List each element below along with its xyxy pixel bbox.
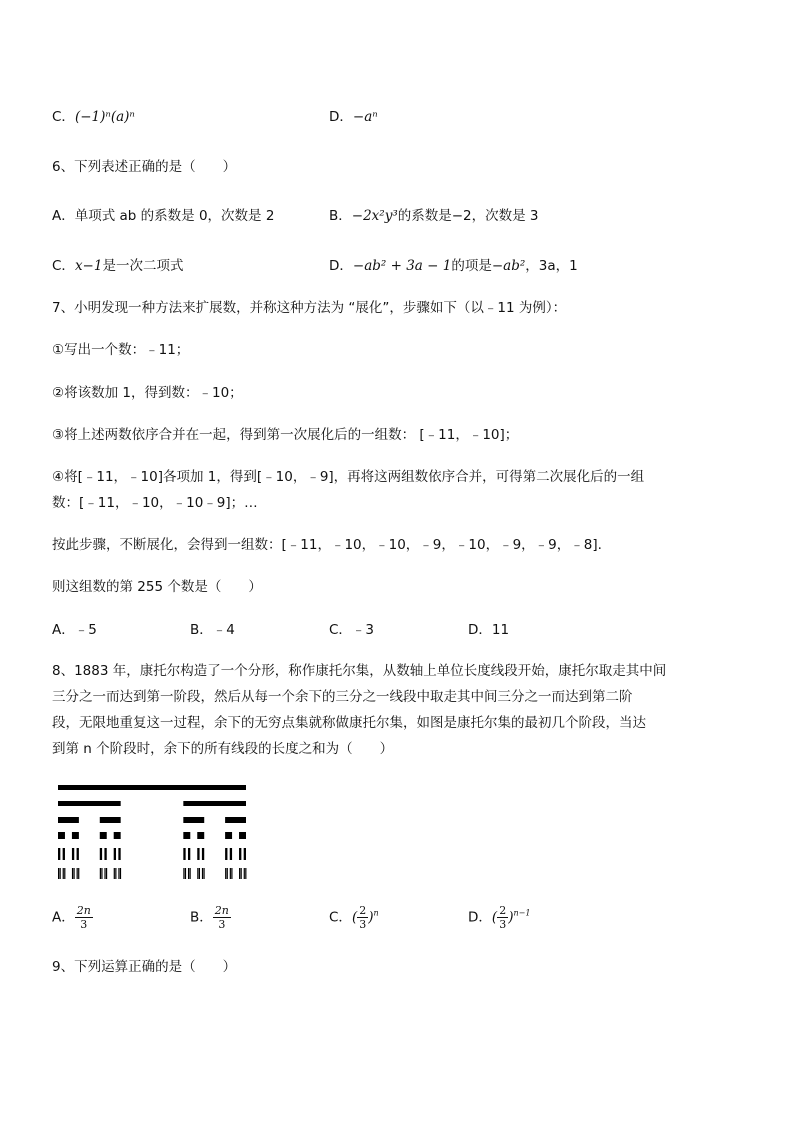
cantor-stage-5-segment-8 xyxy=(100,868,101,879)
q7-stem: 7、小明发现一种方法来扩展数，并称这种方法为 “展化”，步骤如下（以﹣11 为例）： xyxy=(52,300,567,316)
q7-step-2: ②将该数加 1，得到数：﹣10； xyxy=(52,385,243,401)
cantor-stage-3-segment-0 xyxy=(58,832,65,839)
q8-option-b-denominator: 3 xyxy=(218,918,226,931)
cantor-stage-5-segment-10 xyxy=(104,868,105,879)
q6-option-b-text: 的系数是−2，次数是 3 xyxy=(397,208,539,224)
q8-option-a-numerator: 2n xyxy=(76,904,91,917)
cantor-stage-2-segment-2 xyxy=(183,817,204,823)
cantor-stage-5-segment-9 xyxy=(101,868,102,879)
cantor-stage-5-segment-28 xyxy=(239,868,240,879)
q5-option-d xyxy=(329,108,378,126)
cantor-stage-4-segment-4 xyxy=(100,848,102,860)
q6-option-b-label: B． xyxy=(329,208,352,224)
cantor-stage-2-segment-1 xyxy=(100,817,121,823)
q8-option-d-label: D． xyxy=(468,909,492,926)
q8-option-a-label: A． xyxy=(52,909,75,926)
q6-option-c-expr: x−1 xyxy=(74,258,103,274)
q6-option-c xyxy=(52,257,183,275)
q7-step-3: ③将上述两数依序合并在一起，得到第一次展化后的一组数： [﹣11，﹣10]； xyxy=(52,427,519,443)
q8-option-a xyxy=(52,904,93,931)
q6-option-c-text: 是一次二项式 xyxy=(102,258,184,274)
cantor-stage-3-segment-3 xyxy=(114,832,121,839)
cantor-set-figure xyxy=(56,782,256,882)
q6-option-d-expr: −ab² + 3a − 1 xyxy=(352,258,452,274)
q6-stem: 6、下列表述正确的是（ ） xyxy=(52,159,237,175)
cantor-stage-5-segment-31 xyxy=(245,868,246,879)
cantor-stage-5-segment-21 xyxy=(199,868,200,879)
cantor-stage-5-segment-17 xyxy=(185,868,186,879)
cantor-stage-3-segment-5 xyxy=(197,832,204,839)
q8-option-a-denominator: 3 xyxy=(80,918,88,931)
cantor-stage-4-segment-9 xyxy=(188,848,190,860)
q8-option-b xyxy=(190,904,231,931)
cantor-stage-0-segment-0 xyxy=(58,785,246,790)
cantor-stage-2-segment-3 xyxy=(225,817,246,823)
cantor-stage-5-segment-16 xyxy=(183,868,184,879)
q7-step-4-line-1: ④将[﹣11，﹣10]各项加 1，得到[﹣10，﹣9]，再将这两组数依序合并，可得第二次展化后的一组 xyxy=(52,469,645,485)
cantor-stage-5-segment-15 xyxy=(120,868,121,879)
cantor-stage-4-segment-2 xyxy=(72,848,74,860)
q7-step-4-line-2: 数：[﹣11，﹣10，﹣10﹣9]；… xyxy=(52,495,258,511)
q8-option-a-fraction xyxy=(75,904,93,931)
q8-option-b-numerator: 2n xyxy=(214,904,229,917)
cantor-stage-5-segment-12 xyxy=(114,868,115,879)
q8-stem-line-3: 段，无限地重复这一过程，余下的无穷点集就称做康托尔集，如图是康托尔集的最初几个阶段，当达 xyxy=(52,715,646,731)
cantor-stage-3-segment-4 xyxy=(183,832,190,839)
q8-option-c-exponent: n xyxy=(373,908,379,918)
q7-option-c: C．﹣3 xyxy=(329,622,375,638)
q8-option-c-fraction xyxy=(357,904,368,931)
q8-option-d-exponent: n−1 xyxy=(513,908,531,918)
cantor-stage-3-segment-6 xyxy=(225,832,232,839)
q8-option-d-numerator: 2 xyxy=(499,904,507,917)
cantor-stage-4-segment-6 xyxy=(114,848,116,860)
cantor-stage-3-segment-7 xyxy=(239,832,246,839)
cantor-stage-5-segment-7 xyxy=(78,868,79,879)
q7-option-b: B．﹣4 xyxy=(190,622,235,638)
q6-option-c-label: C． xyxy=(52,258,75,274)
q8-option-c: C．( $\frac{2}{3}$ )$^n$ xyxy=(329,904,379,931)
cantor-stage-4-segment-5 xyxy=(104,848,106,860)
cantor-stage-4-segment-8 xyxy=(183,848,185,860)
cantor-stage-5-segment-1 xyxy=(60,868,61,879)
q6-option-d xyxy=(329,257,578,275)
q5-option-d-expr: −aⁿ xyxy=(352,109,378,125)
cantor-stage-2-segment-0 xyxy=(58,817,79,823)
cantor-stage-1-segment-1 xyxy=(183,801,246,806)
cantor-stage-3-segment-1 xyxy=(72,832,79,839)
cantor-stage-5-segment-4 xyxy=(72,868,73,879)
cantor-stage-4-segment-3 xyxy=(77,848,79,860)
cantor-stage-5-segment-2 xyxy=(63,868,64,879)
cantor-stage-5-segment-14 xyxy=(118,868,119,879)
cantor-stage-3-segment-2 xyxy=(100,832,107,839)
cantor-stage-4-segment-0 xyxy=(58,848,60,860)
q8-stem-line-1: 8、1883 年，康托尔构造了一个分形，称作康托尔集，从数轴上单位长度线段开始，康托尔取走其中间 xyxy=(52,663,667,679)
cantor-stage-4-segment-14 xyxy=(239,848,241,860)
q5-option-c-label: C． xyxy=(52,109,75,125)
cantor-stage-5-segment-25 xyxy=(227,868,228,879)
cantor-stage-5-segment-18 xyxy=(188,868,189,879)
q7-option-a: A．﹣5 xyxy=(52,622,97,638)
q6-option-d-label: D． xyxy=(329,258,353,274)
q8-option-d-denominator: 3 xyxy=(499,918,507,931)
cantor-stage-4-segment-7 xyxy=(118,848,120,860)
q9-stem: 9、下列运算正确的是（ ） xyxy=(52,959,237,975)
cantor-stage-5-segment-26 xyxy=(230,868,231,879)
cantor-stage-4-segment-15 xyxy=(244,848,246,860)
q5-option-c xyxy=(52,108,135,126)
q6-option-a: A．单项式 ab 的系数是 0，次数是 2 xyxy=(52,208,275,224)
q8-stem-line-2: 三分之一而达到第一阶段，然后从每一个余下的三分之一线段中取走其中间三分之一而达到第二阶 xyxy=(52,689,633,705)
cantor-stage-5-segment-3 xyxy=(64,868,65,879)
cantor-stage-5-segment-5 xyxy=(73,868,74,879)
cantor-stage-5-segment-11 xyxy=(106,868,107,879)
q6-option-b xyxy=(329,207,539,225)
q8-option-c-label: C． xyxy=(329,909,352,926)
cantor-stage-5-segment-30 xyxy=(244,868,245,879)
cantor-stage-1-segment-0 xyxy=(58,801,121,806)
q8-option-c-numerator: 2 xyxy=(359,904,367,917)
q8-option-d-fraction xyxy=(497,904,508,931)
q8-stem-line-4: 到第 n 个阶段时，余下的所有线段的长度之和为（ ） xyxy=(52,741,394,757)
q7-continuation: 按此步骤，不断展化，会得到一组数：[﹣11，﹣10，﹣10，﹣9，﹣10，﹣9，﹣9，﹣8]. xyxy=(52,537,602,553)
cantor-stage-5-segment-0 xyxy=(58,868,59,879)
cantor-stage-4-segment-12 xyxy=(225,848,227,860)
q7-step-1: ①写出一个数：﹣11； xyxy=(52,342,190,358)
cantor-stage-4-segment-11 xyxy=(202,848,204,860)
cantor-stage-5-segment-23 xyxy=(203,868,204,879)
q6-option-b-expr: −2x²y³ xyxy=(351,208,398,224)
q6-option-d-text2: ，3a，1 xyxy=(525,258,578,274)
cantor-stage-5-segment-27 xyxy=(231,868,232,879)
q8-option-d: D．( $\frac{2}{3}$ )$^{n-1}$ xyxy=(468,904,531,931)
q8-option-c-denominator: 3 xyxy=(359,918,367,931)
q6-option-d-text1: 的项是 xyxy=(451,258,492,274)
cantor-stage-4-segment-10 xyxy=(197,848,199,860)
cantor-stage-5-segment-13 xyxy=(115,868,116,879)
q5-option-c-expr: (−1)ⁿ(a)ⁿ xyxy=(74,109,135,125)
q7-question: 则这组数的第 255 个数是（ ） xyxy=(52,579,262,595)
cantor-stage-5-segment-20 xyxy=(197,868,198,879)
q5-option-d-label: D． xyxy=(329,109,353,125)
q6-option-d-expr2: −ab² xyxy=(491,258,526,274)
cantor-stage-4-segment-1 xyxy=(63,848,65,860)
q8-option-b-label: B． xyxy=(190,909,213,926)
q7-option-d: D．11 xyxy=(468,622,510,638)
q8-option-b-fraction xyxy=(213,904,231,931)
cantor-stage-5-segment-29 xyxy=(241,868,242,879)
cantor-stage-5-segment-22 xyxy=(202,868,203,879)
cantor-stage-5-segment-19 xyxy=(190,868,191,879)
cantor-stage-4-segment-13 xyxy=(230,848,232,860)
cantor-stage-5-segment-6 xyxy=(77,868,78,879)
cantor-stage-5-segment-24 xyxy=(225,868,226,879)
